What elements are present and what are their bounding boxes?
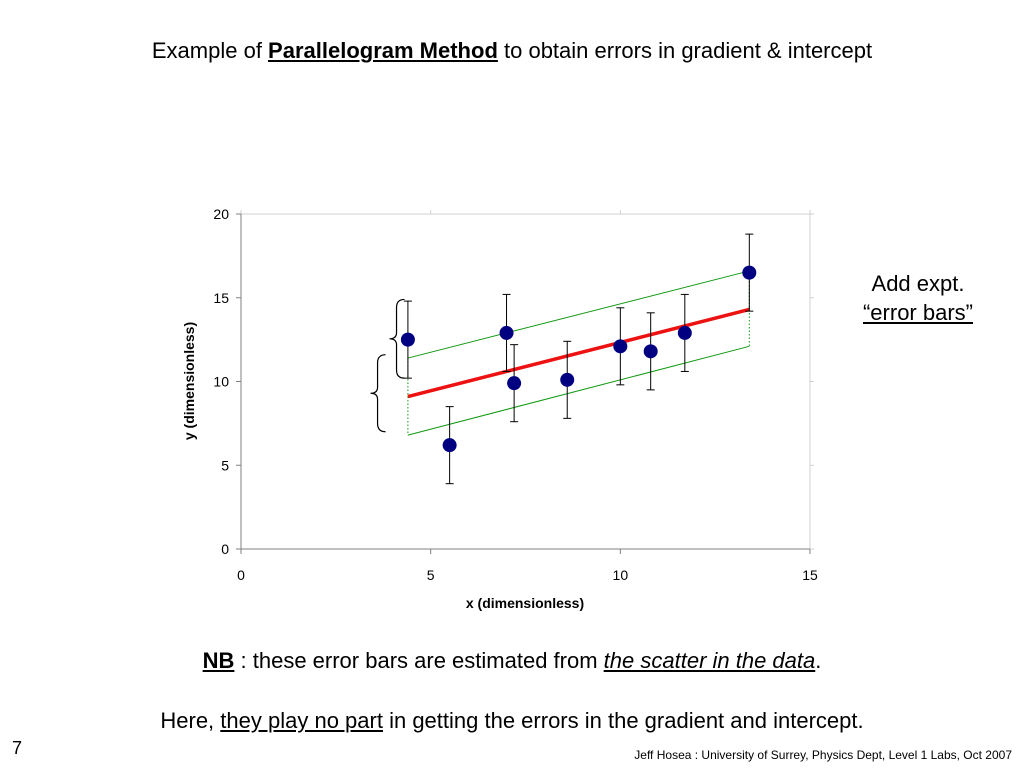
y-tick-label: 5 (221, 457, 229, 474)
best-fit-line (408, 309, 749, 396)
title-prefix: Example of (151, 38, 269, 63)
y-tick-label: 10 (213, 373, 229, 390)
title-emphasis: Parallelogram Method (268, 38, 498, 63)
data-point (644, 344, 658, 358)
x-tick-label: 5 (426, 567, 435, 583)
title-suffix: to obtain errors in gradient & intercept (497, 38, 873, 63)
here-note (0, 708, 1024, 734)
nb-note (0, 648, 1024, 674)
here-suffix: in getting the errors in the gradient and intercept. (382, 708, 864, 733)
lower-bound-line (408, 346, 749, 435)
nb-text: : these error bars are estimated from (234, 648, 604, 673)
error-bars-annotation (838, 269, 998, 327)
footer-credit: Jeff Hosea : University of Surrey, Physics Dept, Level 1 Labs, Oct 2007 (634, 748, 1012, 762)
y-axis-label: y (dimensionless) (181, 321, 197, 441)
x-axis-label: x (dimensionless) (465, 595, 585, 611)
data-point (500, 326, 514, 340)
data-point (507, 376, 521, 390)
y-tick-label: 0 (221, 541, 229, 557)
nb-emphasis: the scatter in the data (603, 648, 816, 673)
data-point (678, 326, 692, 340)
data-point (401, 333, 415, 347)
data-point (613, 339, 627, 353)
data-point (742, 266, 756, 280)
y-tick-label: 20 (213, 206, 229, 222)
x-tick-label: 15 (802, 567, 818, 583)
x-tick-label: 10 (612, 567, 629, 583)
plot-area (213, 206, 818, 583)
here-prefix: Here, (160, 708, 221, 733)
lower-brace (371, 355, 386, 432)
here-emphasis: they play no part (220, 708, 383, 733)
upper-bound-line (408, 271, 749, 358)
data-point (560, 373, 574, 387)
nb-end: . (815, 648, 822, 673)
nb-label: NB (202, 648, 235, 673)
y-tick-label: 15 (213, 289, 229, 306)
annotation-line-2: “error bars” (862, 300, 973, 325)
data-point (443, 438, 457, 452)
annotation-line-1: Add expt. (871, 271, 965, 296)
slide-number: 7 (12, 738, 23, 758)
x-tick-label: 0 (237, 567, 245, 583)
